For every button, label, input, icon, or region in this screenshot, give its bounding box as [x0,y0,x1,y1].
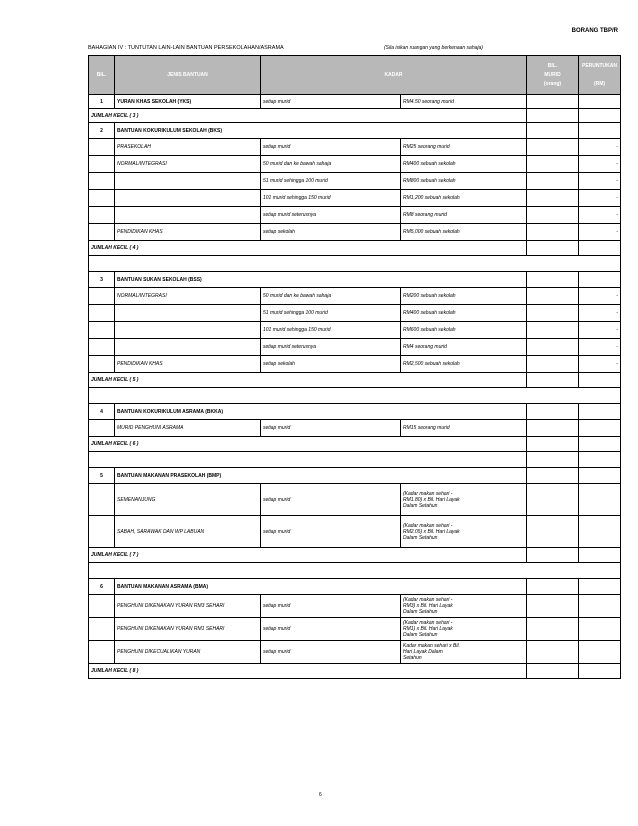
s5-r1-bil[interactable] [527,484,579,516]
s6-r3-rate-line1: Kadar makan sehari x Bil. [403,643,460,649]
s5-r1-unit: setiap murid [261,484,401,516]
s6-r2-name: PENGHUNI DIKENAKAN YURAN RM1 SEHARI [115,618,261,641]
s3-jumlah-peruntukan[interactable] [579,373,621,388]
spacer-row [89,563,621,579]
s1-unit: setiap murid [261,95,401,109]
s2-r3-rate: RM800 sebuah sekolah [401,173,527,190]
s2-jumlah-label: JUMLAH KECIL ( 4 ) [89,241,527,256]
s6-r1-rate-line3: Dalam Setahun [403,609,438,615]
s6-r1-unit: setiap murid [261,595,401,618]
spacer-row [89,256,621,272]
s4-num: 4 [89,404,115,420]
s6-r1-bil[interactable] [527,595,579,618]
s2-r1-rate: RM25 seorang murid [401,139,527,156]
s2-r6-name: PENDIDIKAN KHAS [115,224,261,241]
s6-r1-rate [401,595,527,618]
s5-r2-peruntukan[interactable] [579,516,621,548]
s2-r4-peruntukan[interactable]: - [579,190,621,207]
s1-row [89,95,621,109]
s3-r1-unit: 50 murid dan ke bawah sahaja [261,288,401,305]
s5-r2-rate [401,516,527,548]
s1-rate: RM4.50 seorang murid [401,95,527,109]
s5-r1-rate [401,484,527,516]
s6-jumlah-bil[interactable] [527,664,579,679]
s5-jumlah-bil[interactable] [527,548,579,563]
s2-r6-unit: setiap sekolah [261,224,401,241]
s5-head-row [89,468,621,484]
s3-r5-rate: RM2,500 sebuah sekolah [401,356,527,373]
form-code: BORANG TBP/R [571,28,618,34]
s2-r3-peruntukan[interactable]: - [579,173,621,190]
s5-r2-unit: setiap murid [261,516,401,548]
s5-num: 5 [89,468,115,484]
s3-title: BANTUAN SUKAN SEKOLAH (BSS) [115,272,527,288]
page-number: 6 [319,792,322,798]
s2-row-1 [89,139,621,156]
s5-r1-rate-line1: (Kadar makan sehari - [403,490,453,497]
s4-r1-peruntukan[interactable] [579,420,621,437]
s2-r4-rate: RM1,200 sebuah sekolah [401,190,527,207]
header-bil-murid-1: BIL. [547,62,558,69]
section-note: (Sila isikan ruangan yang berkenaan sahaja) [384,45,483,51]
s1-jumlah-peruntukan[interactable] [579,109,621,123]
header-bil: BIL. [89,56,115,95]
s5-r2-rate-line2: RM2.05) x Bil. Hari Layak [403,528,460,535]
claims-table [88,55,621,679]
s2-r6-rate: RM5,000 sebuah sekolah [401,224,527,241]
s2-head-row [89,123,621,139]
s5-r2-rate-line3: Dalam Setahun [403,534,438,541]
header-jenis-bantuan: JENIS BANTUAN [115,56,261,95]
s3-r2-bil[interactable] [527,305,579,322]
header-peruntukan-2: (RM) [593,80,606,87]
s2-r1-name: PRASEKOLAH [115,139,261,156]
s6-r1-name: PENGHUNI DIKENAKAN YURAN RM3 SEHARI [115,595,261,618]
s6-r1-peruntukan[interactable] [579,595,621,618]
s5-jumlah-peruntukan[interactable] [579,548,621,563]
s3-jumlah-bil[interactable] [527,373,579,388]
spacer-row [89,452,621,468]
s3-row-5 [89,356,621,373]
s1-jumlah-bil[interactable] [527,109,579,123]
s6-r3-rate-line2: Hari Layak Dalam [403,649,443,655]
s6-r3-rate [401,641,527,664]
s2-r5-bil[interactable] [527,207,579,224]
s6-r2-bil[interactable] [527,618,579,641]
s2-jumlah-bil[interactable] [527,241,579,256]
s3-r2-peruntukan[interactable]: - [579,305,621,322]
header-kadar: KADAR [261,56,527,95]
s3-jumlah-label: JUMLAH KECIL ( 5 ) [89,373,527,388]
s2-jumlah-row [89,241,621,256]
s2-r2-unit: 50 murid dan ke bawah sahaja [261,156,401,173]
s3-r2-unit: 51 murid sehingga 100 murid [261,305,401,322]
s3-r1-peruntukan[interactable]: - [579,288,621,305]
s2-r4-unit: 101 murid sehingga 150 murid [261,190,401,207]
s5-jumlah-label: JUMLAH KECIL ( 7 ) [89,548,527,563]
header-peruntukan [579,56,621,95]
s2-r1-peruntukan[interactable]: - [579,139,621,156]
s6-r2-rate-line3: Dalam Setahun [403,632,438,638]
s4-title: BANTUAN KOKURIKULUM ASRAMA (BKKA) [115,404,527,420]
header-row [89,56,621,95]
s6-num: 6 [89,579,115,595]
s2-r2-name: NORMAL/INTEGRASI [115,156,261,173]
s5-r1-peruntukan[interactable] [579,484,621,516]
s2-num: 2 [89,123,115,139]
s6-r2-rate [401,618,527,641]
s2-r2-rate: RM400 sebuah sekolah [401,156,527,173]
s1-num: 1 [89,95,115,109]
section-title: BAHAGIAN IV : TUNTUTAN LAIN-LAIN BANTUAN PERSEKOLAHAN/ASRAMA [88,45,284,51]
s4-jumlah-row [89,437,621,452]
s1-jumlah-label: JUMLAH KECIL ( 3 ) [89,109,527,123]
s2-row-3 [89,173,621,190]
s5-jumlah-row [89,548,621,563]
s2-row-6 [89,224,621,241]
s4-r1-rate: RM15 seorang murid [401,420,527,437]
s2-r6-bil[interactable] [527,224,579,241]
s6-row-3 [89,641,621,664]
s6-r3-peruntukan[interactable] [579,641,621,664]
s6-r2-rate-line2: RM1) x Bil. Hari Layak [403,626,453,632]
s2-r3-bil[interactable] [527,173,579,190]
s6-r1-rate-line1: (Kadar makan sehari - [403,597,453,603]
s3-jumlah-row [89,373,621,388]
s3-r1-rate: RM200 sebuah sekolah [401,288,527,305]
s3-row-3 [89,322,621,339]
s3-r4-unit: setiap murid seterusnya [261,339,401,356]
s6-jumlah-peruntukan[interactable] [579,664,621,679]
header-bil-murid-2: MURID [544,71,561,78]
s3-r2-rate: RM400 sebuah sekolah [401,305,527,322]
s2-r1-unit: setiap murid [261,139,401,156]
s4-r1-bil[interactable] [527,420,579,437]
s6-r1-rate-line2: RM3) x Bil. Hari Layak [403,603,453,609]
s6-r2-peruntukan[interactable] [579,618,621,641]
s4-jumlah-bil[interactable] [527,437,579,452]
s3-head-row [89,272,621,288]
s2-r3-unit: 51 murid sehingga 100 murid [261,173,401,190]
s6-r3-rate-line3: Setahun [403,655,422,661]
s2-r2-peruntukan[interactable]: - [579,156,621,173]
s6-jumlah-label: JUMLAH KECIL ( 8 ) [89,664,527,679]
s3-r3-bil[interactable] [527,322,579,339]
s2-row-4 [89,190,621,207]
s6-title: BANTUAN MAKANAN ASRAMA (BMA) [115,579,527,595]
s3-r5-peruntukan[interactable]: - [579,356,621,373]
s3-r1-name: NORMAL/INTEGRASI [115,288,261,305]
spacer-row [89,388,621,404]
s6-r2-unit: setiap murid [261,618,401,641]
s1-jumlah-row [89,109,621,123]
s3-r4-bil[interactable] [527,339,579,356]
s1-title: YURAN KHAS SEKOLAH (YKS) [115,95,261,109]
s3-row-2 [89,305,621,322]
s2-r1-bil[interactable] [527,139,579,156]
s5-r1-rate-line3: Dalam Setahun [403,502,438,509]
s6-r2-rate-line1: (Kadar makan sehari - [403,620,453,626]
s5-title: BANTUAN MAKANAN PRASEKOLAH (BMP) [115,468,527,484]
s4-r1-unit: setiap murid [261,420,401,437]
s2-title: BANTUAN KOKURIKULUM SEKOLAH (BKS) [115,123,527,139]
s5-r1-name: SEMENANJUNG [115,484,261,516]
s4-r1-name: MURID PENGHUNI ASRAMA [115,420,261,437]
s2-r5-rate: RM8 seorang murid [401,207,527,224]
s6-row-1 [89,595,621,618]
s6-r3-unit: setiap murid [261,641,401,664]
s1-peruntukan[interactable] [579,95,621,109]
s3-r4-peruntukan[interactable]: - [579,339,621,356]
s2-r6-peruntukan[interactable]: - [579,224,621,241]
s2-r5-unit: setiap murid seterusnya [261,207,401,224]
s6-r3-bil[interactable] [527,641,579,664]
s2-r4-bil[interactable] [527,190,579,207]
s5-r2-name: SABAH, SARAWAK DAN WP LABUAN [115,516,261,548]
s6-jumlah-row [89,664,621,679]
s3-r3-rate: RM600 sebuah sekolah [401,322,527,339]
s6-row-2 [89,618,621,641]
header-bil-murid [527,56,579,95]
s1-bil-murid[interactable] [527,95,579,109]
s2-row-2 [89,156,621,173]
s2-r5-peruntukan[interactable]: - [579,207,621,224]
s6-head-row [89,579,621,595]
s3-num: 3 [89,272,115,288]
s5-r1-rate-line2: RM1.80) x Bil. Hari Layak [403,496,460,503]
s3-row-1 [89,288,621,305]
s3-r4-rate: RM4 seorang murid [401,339,527,356]
s5-r2-bil[interactable] [527,516,579,548]
s3-row-4 [89,339,621,356]
s6-r3-name: PENGHUNI DIKECUALIKAN YURAN [115,641,261,664]
s4-jumlah-peruntukan[interactable] [579,437,621,452]
s3-r3-peruntukan[interactable]: - [579,322,621,339]
s3-r3-unit: 101 murid sehingga 150 murid [261,322,401,339]
s2-row-5 [89,207,621,224]
header-bil-murid-3: (orang) [543,80,562,87]
s4-head-row [89,404,621,420]
s5-r2-rate-line1: (Kadar makan sehari - [403,522,453,529]
s3-r5-name: PENDIDIKAN KHAS [115,356,261,373]
s5-row-2 [89,516,621,548]
s3-r5-unit: setiap sekolah [261,356,401,373]
s4-jumlah-label: JUMLAH KECIL ( 6 ) [89,437,527,452]
header-peruntukan-1: PERUNTUKAN [582,62,617,69]
s5-row-1 [89,484,621,516]
s3-r5-bil[interactable] [527,356,579,373]
s2-jumlah-peruntukan[interactable] [579,241,621,256]
s3-r1-bil[interactable] [527,288,579,305]
s4-row-1 [89,420,621,437]
s2-r2-bil[interactable] [527,156,579,173]
